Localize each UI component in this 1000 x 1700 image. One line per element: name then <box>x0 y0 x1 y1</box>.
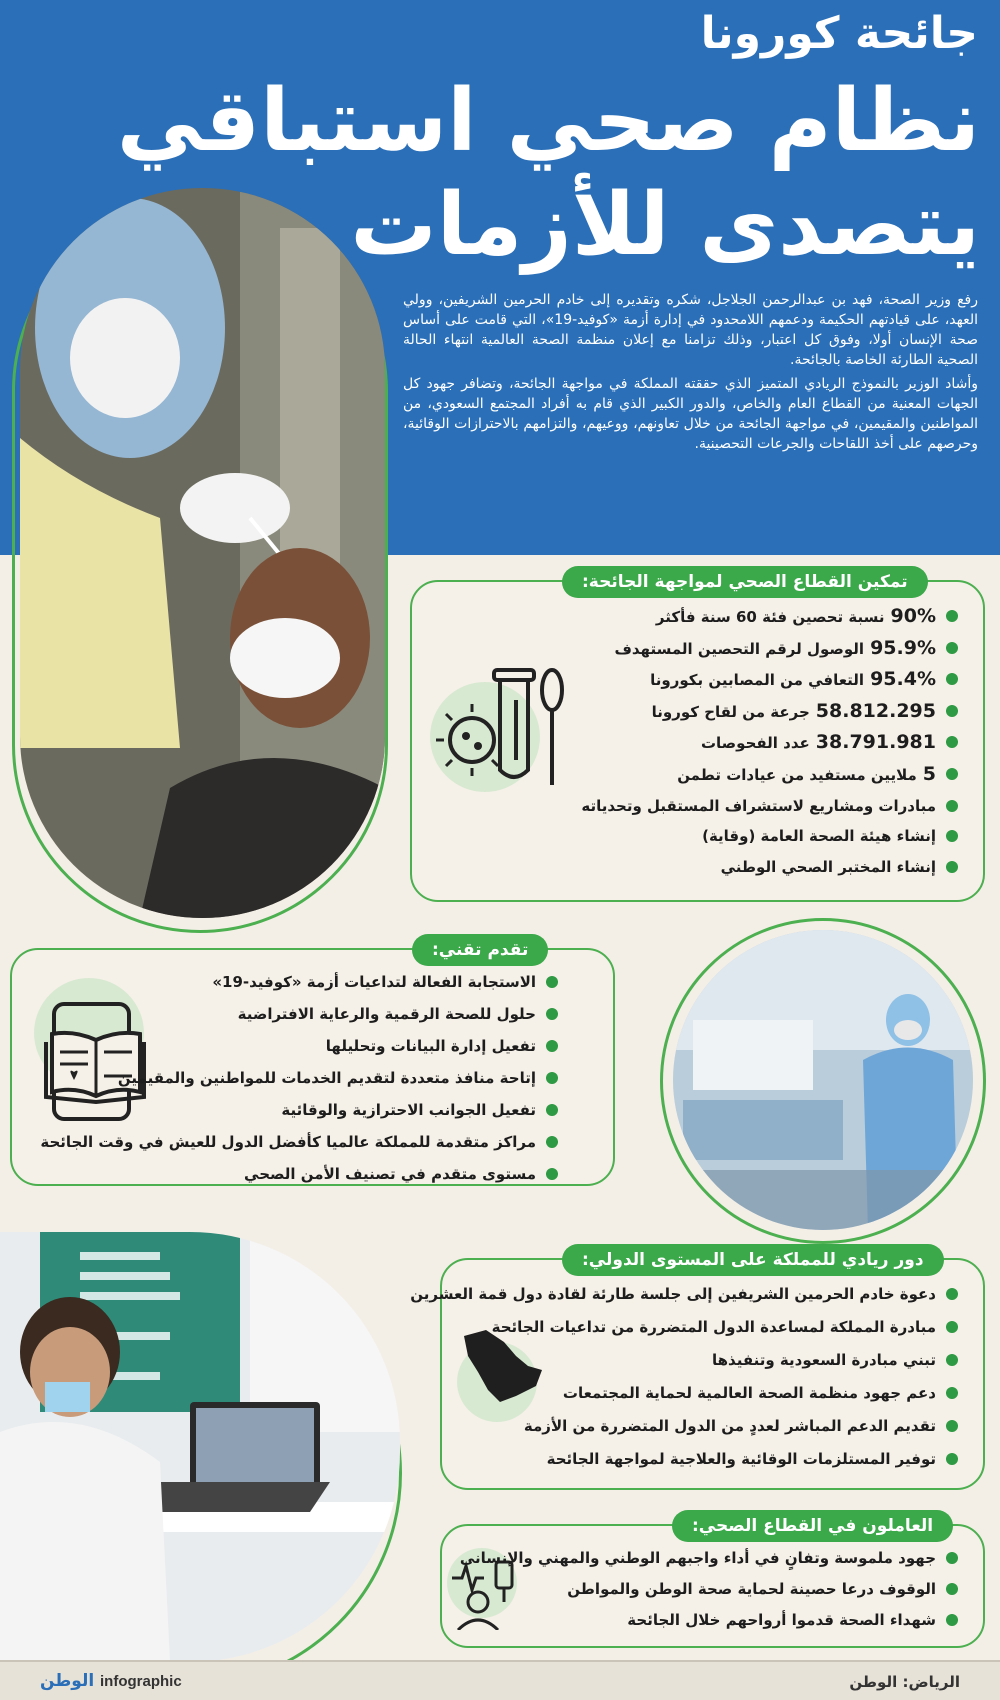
bullet-icon <box>546 1136 558 1148</box>
bullet-icon <box>946 768 958 780</box>
list-item: 5ملايين مستفيد من عيادات تطمن <box>581 764 958 785</box>
list-item: 95.9%الوصول لرقم التحصين المستهدف <box>581 638 958 659</box>
bullet-icon <box>546 1168 558 1180</box>
headline-line-1: نظام صحي استباقي <box>116 71 980 171</box>
health-sector-box <box>410 572 985 902</box>
list-item: مراكز متقدمة للمملكة عالميا كأفضل الدول للعيش في وقت الجائحة <box>40 1132 558 1152</box>
list-item: توفير المستلزمات الوقائية والعلاجية لمواجهة الجائحة <box>410 1449 958 1469</box>
list-item: تقديم الدعم المباشر لعددٍ من الدول المتضررة من الأزمة <box>410 1416 958 1436</box>
footer <box>0 1660 1000 1700</box>
tech-progress-box <box>10 940 615 1186</box>
intro-paragraph-2: وأشاد الوزير بالنموذج الريادي المتميز الذي حققته المملكة في مواجهة الجائحة، وتضافر جهود كل الجهات المعنية من القطاع العام والخاص، والدور الكبير الذي قام به أفراد المجتمع السعودي، من المواطنين والمقيمين، في مواجهة الجائحة من خلال تعاونهم، ووعيهم، والتزامهم بالاحترازات الوقائية، وحرصهم على أخذ اللقاحات والجرعات التحصينية. <box>403 376 978 452</box>
bullet-icon <box>546 1104 558 1116</box>
health-workers-box <box>440 1516 985 1648</box>
list-item: مستوى متقدم في تصنيف الأمن الصحي <box>40 1164 558 1184</box>
health-sector-list <box>581 606 958 887</box>
list-item: إنشاء هيئة الصحة العامة (وقاية) <box>581 826 958 846</box>
tech-progress-list <box>40 972 558 1196</box>
bullet-icon <box>946 642 958 654</box>
bullet-icon <box>546 976 558 988</box>
brand-tag: infographic <box>100 1673 182 1690</box>
intro-text <box>403 290 978 458</box>
bullet-icon <box>946 736 958 748</box>
health-workers-list <box>460 1548 958 1641</box>
list-item: 95.4%التعافي من المصابين بكورونا <box>581 669 958 690</box>
bullet-icon <box>546 1072 558 1084</box>
photo-swab-test <box>20 188 385 918</box>
bullet-icon <box>946 1552 958 1564</box>
bullet-icon <box>946 1614 958 1626</box>
list-item: إتاحة منافذ متعددة لتقديم الخدمات للمواطنين والمقيمين <box>40 1068 558 1088</box>
tech-progress-title: تقدم تقني: <box>412 934 548 966</box>
bullet-icon <box>946 1288 958 1300</box>
international-role-box <box>410 1250 985 1490</box>
bullet-icon <box>946 1583 958 1595</box>
bullet-icon <box>946 1420 958 1432</box>
bullet-icon <box>946 705 958 717</box>
list-item: 58.812.295جرعة من لقاح كورونا <box>581 701 958 722</box>
list-item: حلول للصحة الرقمية والرعاية الافتراضية <box>40 1004 558 1024</box>
photo-hospital-ward <box>673 930 973 1230</box>
list-item: دعوة خادم الحرمين الشريفين إلى جلسة طارئة لقادة دول قمة العشرين <box>410 1284 958 1304</box>
source-credit: الرياض: الوطن <box>849 1673 960 1691</box>
kicker: جائحة كورونا <box>700 8 978 59</box>
bullet-icon <box>946 830 958 842</box>
list-item: تفعيل الجوانب الاحترازية والوقائية <box>40 1100 558 1120</box>
brand-logo: الوطن <box>40 1671 95 1691</box>
list-item: مبادرة المملكة لمساعدة الدول المتضررة من تداعيات الجائحة <box>410 1317 958 1337</box>
photo-vaccination-center <box>0 1232 400 1662</box>
list-item: 38.791.981عدد الفحوصات <box>581 732 958 753</box>
bullet-icon <box>946 610 958 622</box>
international-role-title: دور ريادي للمملكة على المستوى الدولي: <box>562 1244 944 1276</box>
list-item: مبادرات ومشاريع لاستشراف المستقبل وتحدياته <box>581 796 958 816</box>
virus-test-tube-icon <box>432 660 572 790</box>
list-item: تبني مبادرة السعودية وتنفيذها <box>410 1350 958 1370</box>
health-workers-title: العاملون في القطاع الصحي: <box>672 1510 953 1542</box>
bullet-icon <box>946 673 958 685</box>
bullet-icon <box>546 1040 558 1052</box>
health-sector-title: تمكين القطاع الصحي لمواجهة الجائحة: <box>562 566 928 598</box>
list-item: إنشاء المختبر الصحي الوطني <box>581 857 958 877</box>
list-item: شهداء الصحة قدموا أرواحهم خلال الجائحة <box>460 1610 958 1630</box>
bullet-icon <box>946 1321 958 1333</box>
bullet-icon <box>946 1453 958 1465</box>
bullet-icon <box>946 861 958 873</box>
intro-paragraph-1: رفع وزير الصحة، فهد بن عبدالرحمن الجلاجل، شكره وتقديره إلى خادم الحرمين الشريفين، وولي العهد، على قيادتهم الحكيمة ودعمهم اللامحدود في إدارة أزمة «كوفيد-19»، التي قامت على أساس صحة الإنسان أولا، وفوق كل اعتبار، وذلك تزامنا مع إعلان منظمة الصحة العالمية انتهاء الحالة الصحية الطارئة الخاصة بالجائحة. <box>403 292 979 368</box>
list-item: جهود ملموسة وتفانٍ في أداء واجبهم الوطني والمهني والإنساني <box>460 1548 958 1568</box>
bullet-icon <box>946 1387 958 1399</box>
list-item: دعم جهود منظمة الصحة العالمية لحماية المجتمعات <box>410 1383 958 1403</box>
list-item: تفعيل إدارة البيانات وتحليلها <box>40 1036 558 1056</box>
headline-line-2: يتصدى للأزمات <box>350 175 980 275</box>
list-item: 90%نسبة تحصين فئة 60 سنة فأكثر <box>581 606 958 627</box>
international-role-list <box>410 1284 958 1482</box>
bullet-icon <box>546 1008 558 1020</box>
list-item: الوقوف درعا حصينة لحماية صحة الوطن والمواطن <box>460 1579 958 1599</box>
bullet-icon <box>946 1354 958 1366</box>
bullet-icon <box>946 800 958 812</box>
list-item: الاستجابة الفعالة لتداعيات أزمة «كوفيد-19» <box>40 972 558 992</box>
